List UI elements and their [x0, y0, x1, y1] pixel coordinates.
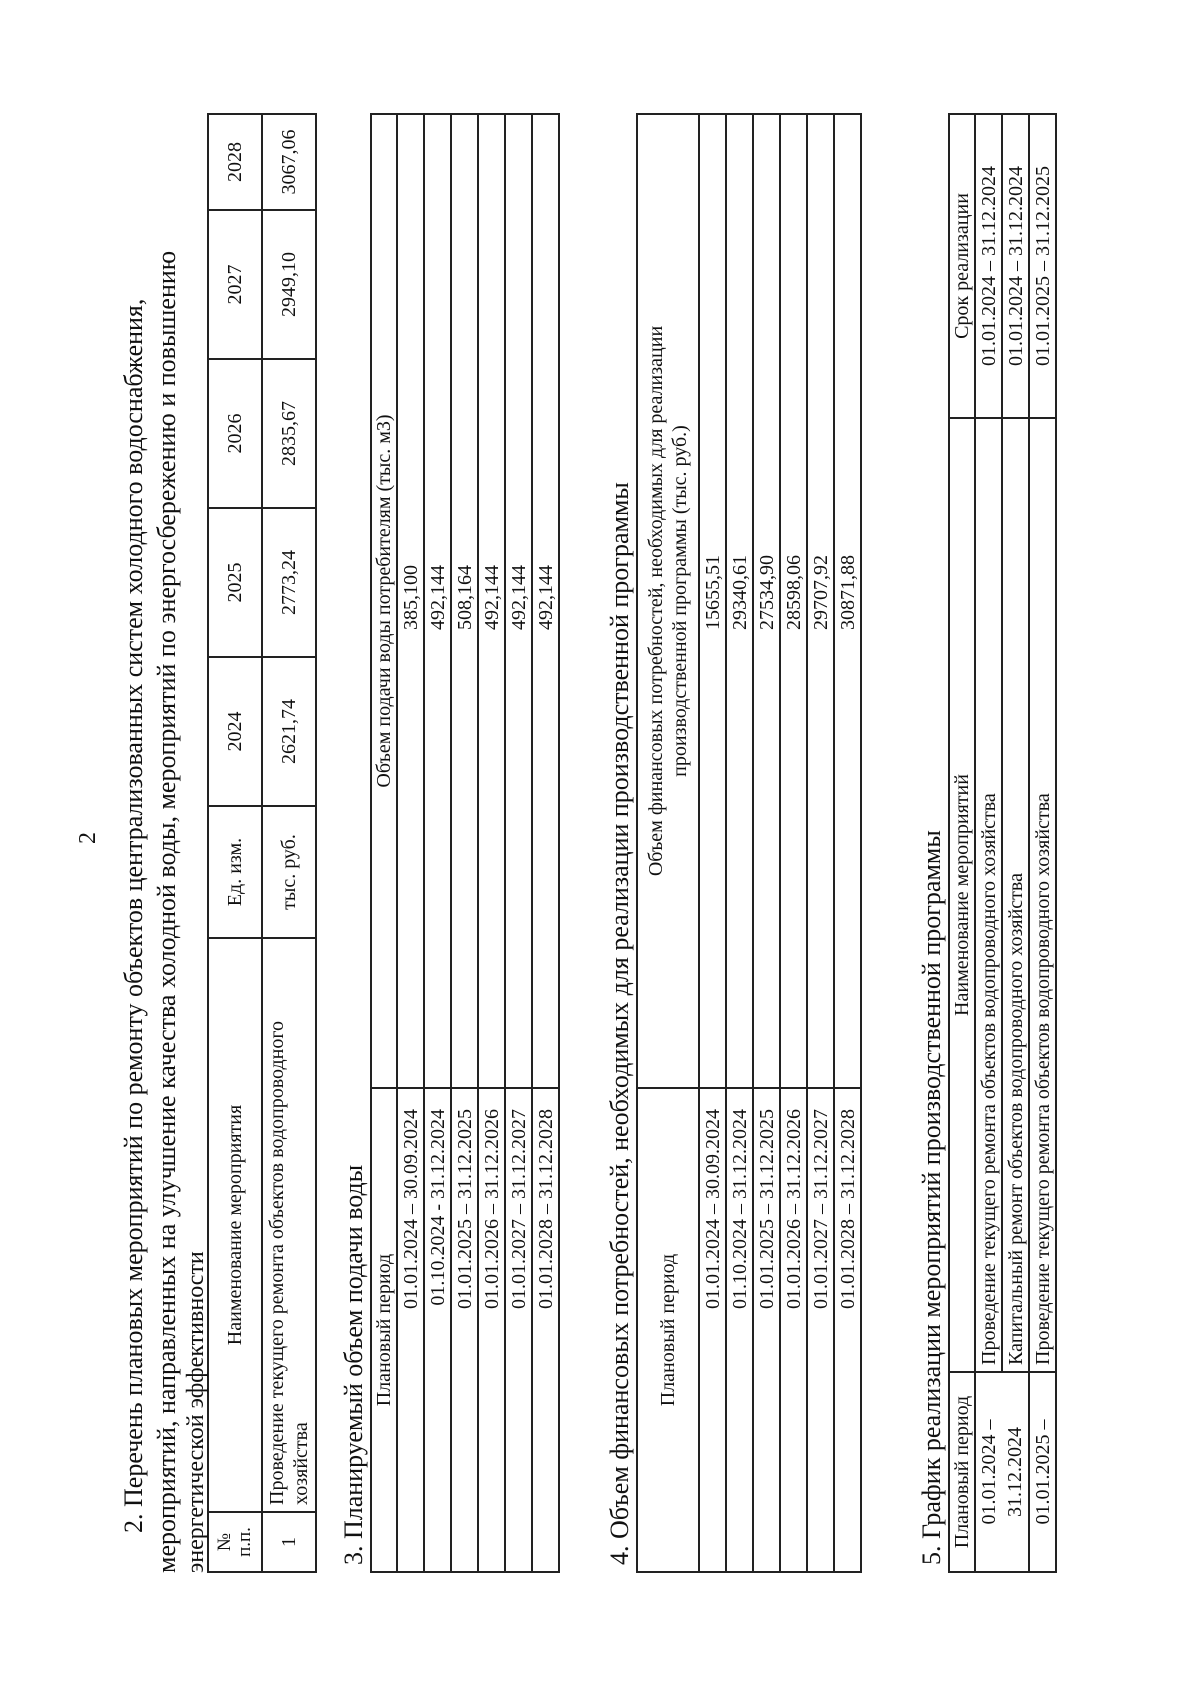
section-2-title-line-1: 2. Перечень плановых мероприятий по ремонту объектов централизованных систем холодного водоснабжения,	[119, 298, 148, 1533]
col-header-2026: 2026	[208, 359, 262, 508]
table-row	[424, 114, 451, 1572]
col-header-term: Срок реализации	[949, 114, 975, 418]
measure-name: Проведение текущего ремонта объектов водопроводного хозяйства	[975, 418, 1002, 1372]
row-volume: 385,100	[397, 114, 424, 1088]
row-period: 01.01.2024 – 30.09.2024	[397, 1088, 424, 1572]
row-value-2024: 2621,74	[262, 657, 316, 806]
col-header-measures: Наименование мероприятий	[949, 418, 975, 1372]
table-row	[478, 114, 505, 1572]
group-period	[1029, 1372, 1056, 1572]
section-5	[915, 103, 1057, 1573]
table-row	[699, 114, 726, 1572]
group-period	[975, 1372, 1029, 1572]
table-row	[505, 114, 532, 1572]
row-volume: 492,144	[532, 114, 559, 1088]
section-2-title-line-2: мероприятий, направленных на улучшение качества холодной воды, мероприятий по энергосбережению и повышению	[152, 250, 181, 1573]
row-value-2026: 2835,67	[262, 359, 316, 508]
section-4	[603, 103, 862, 1573]
section-5-title: 5. График реализации мероприятий производственной программы	[917, 830, 946, 1565]
table-header-row	[208, 114, 262, 1572]
table-header-row	[637, 114, 699, 1572]
col-header-unit: Ед. изм.	[208, 806, 262, 938]
row-amount: 30871,88	[834, 114, 861, 1088]
section-3	[337, 103, 560, 1573]
table-row	[451, 114, 478, 1572]
measures-table	[207, 113, 317, 1573]
row-period: 01.01.2026 – 31.12.2026	[478, 1088, 505, 1572]
table-row	[807, 114, 834, 1572]
row-volume: 492,144	[505, 114, 532, 1088]
row-value-2028: 3067,06	[262, 114, 316, 210]
row-amount: 15655,51	[699, 114, 726, 1088]
row-value-2027: 2949,10	[262, 210, 316, 359]
col-header-period: Плановый период	[371, 1088, 397, 1572]
col-header-2028: 2028	[208, 114, 262, 210]
table-header-row	[371, 114, 397, 1572]
table-row	[726, 114, 753, 1572]
measure-term: 01.01.2024 – 31.12.2024	[1002, 114, 1029, 418]
row-volume: 508,164	[451, 114, 478, 1088]
col-header-2024: 2024	[208, 657, 262, 806]
col-header-number: № п.п.	[208, 1512, 262, 1572]
row-period: 01.01.2027 – 31.12.2027	[807, 1088, 834, 1572]
water-volume-table	[370, 113, 560, 1573]
row-number: 1	[262, 1512, 316, 1572]
table-row	[780, 114, 807, 1572]
table-row	[262, 114, 316, 1572]
row-amount: 29340,61	[726, 114, 753, 1088]
col-header-name: Наименование мероприятия	[208, 938, 262, 1512]
schedule-table	[948, 113, 1057, 1573]
section-3-title: 3. Планируемый объем подачи воды	[339, 1164, 368, 1565]
row-amount: 29707,92	[807, 114, 834, 1088]
row-value-2025: 2773,24	[262, 508, 316, 657]
col-header-period: Плановый период	[637, 1088, 699, 1572]
row-unit: тыс. руб.	[262, 806, 316, 938]
financial-needs-table	[636, 113, 862, 1573]
measure-term: 01.01.2025 – 31.12.2025	[1029, 114, 1056, 418]
measure-name: Капитальный ремонт объектов водопроводного хозяйства	[1002, 418, 1029, 1372]
row-period: 01.01.2025 – 31.12.2025	[753, 1088, 780, 1572]
row-period: 01.01.2028 – 31.12.2028	[834, 1088, 861, 1572]
col-header-2027: 2027	[208, 210, 262, 359]
table-row	[532, 114, 559, 1572]
table-row	[1002, 114, 1029, 1572]
measure-name: Проведение текущего ремонта объектов водопроводного хозяйства	[1029, 418, 1056, 1372]
section-2	[117, 103, 317, 1573]
table-row	[1029, 114, 1056, 1572]
row-period: 01.01.2024 – 30.09.2024	[699, 1088, 726, 1572]
row-period: 01.10.2024 – 31.12.2024	[726, 1088, 753, 1572]
row-amount: 27534,90	[753, 114, 780, 1088]
page-number: 2	[75, 832, 101, 844]
table-row	[975, 114, 1002, 1572]
section-2-title-line-3: энергетической эффективности	[183, 1251, 209, 1573]
col-header-financial-volume: Объем финансовых потребностей, необходимых для реализации производственной программы (тыс. руб.)	[637, 114, 699, 1088]
col-header-2025: 2025	[208, 508, 262, 657]
section-4-title: 4. Объем финансовых потребностей, необходимых для реализации производственной программы	[605, 482, 634, 1565]
table-row	[753, 114, 780, 1572]
row-name: Проведение текущего ремонта объектов водопроводного хозяйства	[262, 938, 316, 1512]
table-row	[834, 114, 861, 1572]
row-period: 01.01.2027 – 31.12.2027	[505, 1088, 532, 1572]
row-period: 01.01.2025 – 31.12.2025	[451, 1088, 478, 1572]
col-header-volume: Объем подачи воды потребителям (тыс. м3)	[371, 114, 397, 1088]
group-period-line-1: 01.01.2024 –	[978, 1419, 1000, 1525]
measure-term: 01.01.2024 – 31.12.2024	[975, 114, 1002, 418]
row-volume: 492,144	[478, 114, 505, 1088]
group-period-line-2: 31.12.2024	[1004, 1427, 1026, 1517]
row-period: 01.01.2026 – 31.12.2026	[780, 1088, 807, 1572]
row-volume: 492,144	[424, 114, 451, 1088]
table-row	[397, 114, 424, 1572]
row-period: 01.01.2028 – 31.12.2028	[532, 1088, 559, 1572]
row-amount: 28598,06	[780, 114, 807, 1088]
row-period: 01.10.2024 - 31.12.2024	[424, 1088, 451, 1572]
group-period-line-1: 01.01.2025 –	[1031, 1419, 1054, 1525]
table-header-row	[949, 114, 975, 1572]
col-header-period: Плановый период	[949, 1372, 975, 1572]
